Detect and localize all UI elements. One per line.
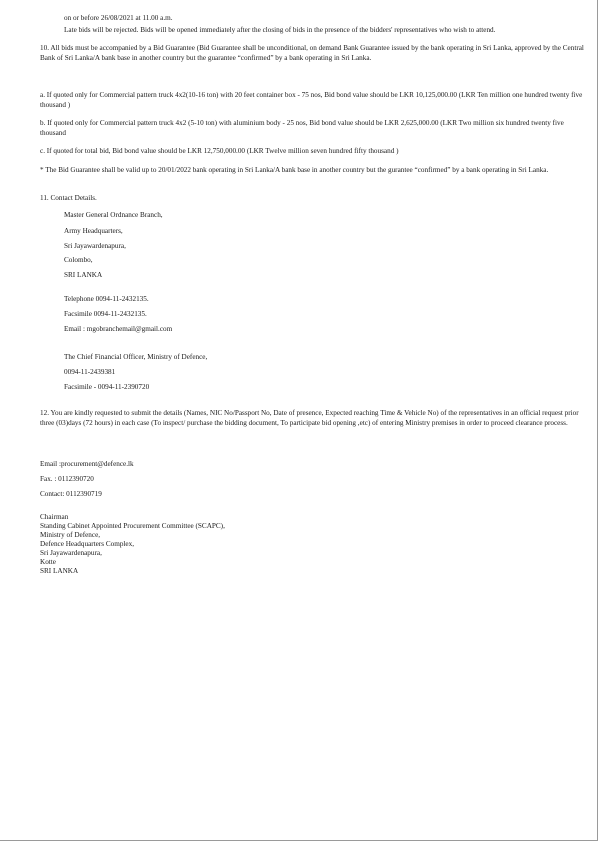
- contact-fax: Fax. : 0112390720: [40, 475, 94, 483]
- signature-line: Defence Headquarters Complex,: [40, 540, 134, 548]
- signature-line: Standing Cabinet Appointed Procurement Committee (SCAPC),: [40, 522, 225, 530]
- cfo-fax-line: Facsimile - 0094-11-2390720: [64, 383, 150, 391]
- address-line: Sri Jayawardenapura,: [64, 242, 126, 250]
- telephone-line: Telephone 0094-11-2432135.: [64, 295, 149, 303]
- signature-line: SRI LANKA: [40, 567, 79, 575]
- contact-email: Email :procurement@defence.lk: [40, 460, 134, 468]
- bid-closing-line: on or before 26/08/2021 at 11.00 a.m.: [64, 14, 173, 22]
- facsimile-line: Facsimile 0094-11-2432135.: [64, 310, 147, 318]
- section-11-heading: 11. Contact Details.: [40, 194, 97, 202]
- section-12-text: 12. You are kindly requested to submit the details (Names, NIC No/Passport No, Date of presence, Expected reaching Time & Vehicle No) of the representatives in an official request prior three (03)days (72 hours) in each case (To inspect/ purchase the bidding document, To participate bid opening ,etc) of entering Ministry premises in order to proceed clearance process.: [40, 409, 579, 427]
- address-line: Army Headquarters,: [64, 227, 123, 235]
- section-10-item-a: a. If quoted only for Commercial pattern truck 4x2(10-16 ton) with 20 feet container box - 75 nos, Bid bond value should be LKR 10,125,000.00 (LKR Ten million one hundred twenty five thousand ): [40, 91, 583, 109]
- signature-line: Ministry of Defence,: [40, 531, 101, 539]
- section-10-item-b: b. If quoted only for Commercial pattern truck 4x2 (5-10 ton) with aluminium body - 25 nos, Bid bond value should be LKR 2,625,000.00 (LKR Two million six hundred twenty five thousand: [40, 119, 564, 137]
- address-line: SRI LANKA: [64, 271, 103, 279]
- signature-line: Chairman: [40, 513, 69, 521]
- signature-line: Kotte: [40, 558, 56, 566]
- address-line: Colombo,: [64, 256, 93, 264]
- cfo-line: The Chief Financial Officer, Ministry of Defence,: [64, 353, 208, 361]
- late-bids-notice: Late bids will be rejected. Bids will be opened immediately after the closing of bids in the presence of the bidders' representatives who wish to attend.: [64, 26, 496, 34]
- section-10-text: 10. All bids must be accompanied by a Bid Guarantee (Bid Guarantee shall be unconditional, on demand Bank Guarantee issued by the bank operating in Sri Lanka, approved by the Central Bank of Sri Lanka/A bank base in another country but the guarantee “confirmed” by a bank operating in Sri Lanka.: [40, 44, 584, 62]
- section-10-item-c: c. If quoted for total bid, Bid bond value should be LKR 12,750,000.00 (LKR Twelve million seven hundred fifty thousand ): [40, 147, 399, 155]
- cfo-phone-line: 0094-11-2439381: [64, 368, 116, 376]
- bid-guarantee-note: * The Bid Guarantee shall be valid up to 20/01/2022 bank operating in Sri Lanka/A bank base in another country but the gurantee “confirmed” by a bank operating in Sri Lanka.: [40, 166, 549, 174]
- address-line: Master General Ordnance Branch,: [64, 211, 163, 219]
- email-line: Email : mgobranchemail@gmail.com: [64, 325, 173, 333]
- contact-phone: Contact: 0112390719: [40, 490, 102, 498]
- signature-line: Sri Jayawardenapura,: [40, 549, 102, 557]
